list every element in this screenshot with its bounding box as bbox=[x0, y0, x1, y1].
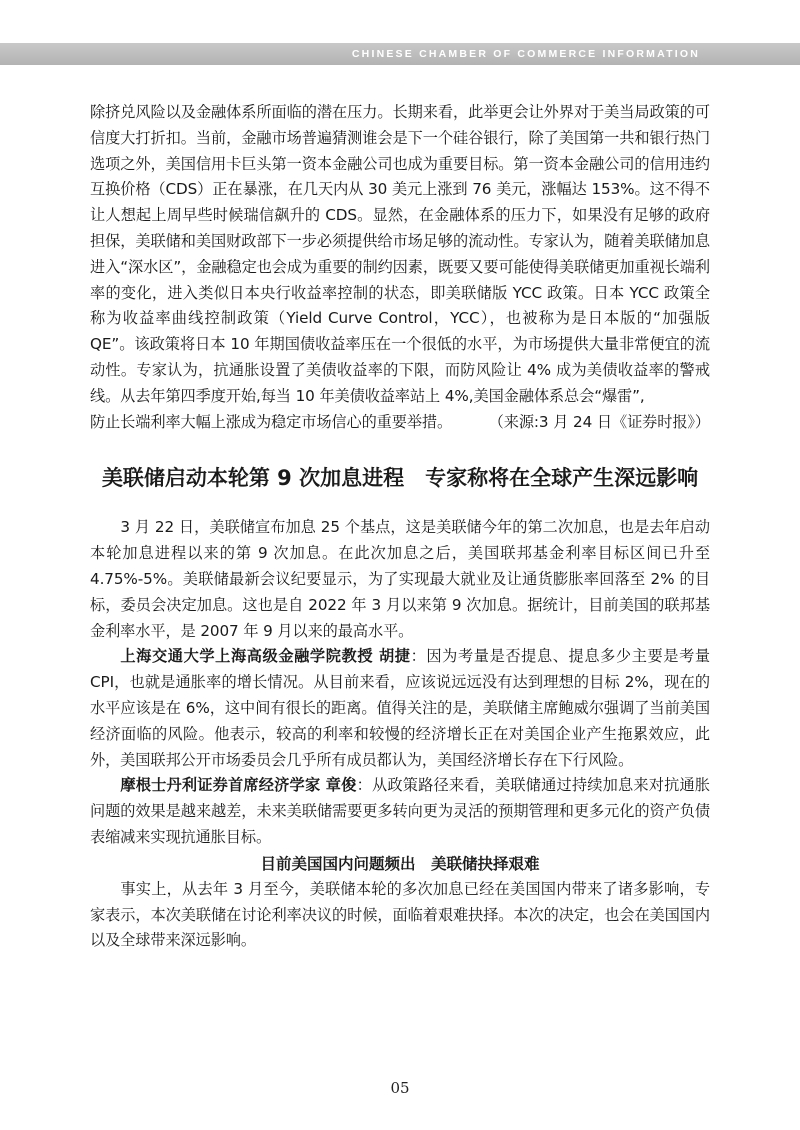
page-number: 05 bbox=[390, 1079, 410, 1097]
intro-source-line bbox=[90, 410, 710, 436]
quote-zhang-jun: ：从政策路径来看，美联储通过持续加息来对抗通胀问题的效果是越来越差，未来美联储需要更多转向更为灵活的预期管理和更多元化的资产负债表缩减来实现抗通胀目标。 bbox=[90, 776, 710, 846]
header-bar bbox=[0, 43, 800, 65]
section-paragraph-2 bbox=[90, 644, 710, 773]
sub-title-part2: 美联储抉择艰难 bbox=[431, 854, 540, 873]
section-title bbox=[90, 463, 710, 493]
header-title: CHINESE CHAMBER OF COMMERCE INFORMATION bbox=[351, 48, 700, 60]
speaker-hu-jie: 上海交通大学上海高级金融学院教授 胡捷 bbox=[120, 647, 411, 666]
sub-title-part1: 目前美国国内问题频出 bbox=[260, 854, 416, 873]
section-paragraph-3 bbox=[90, 773, 710, 850]
quote-hu-jie: ：因为考量是否提息、提息多少主要是考量 CPI，也就是通胀率的增长情况。从目前来看，应该说远远没有达到理想的目标 2%，现在的水平应该是在 6%，这中间有很长的距离。值得关注的是，美联储主席鲍威尔强调了当前美国经济面临的风险。他表示，较高的利率和较慢的经济增长正在对美国企业产生拖累效应，此外，美国联邦公开市场委员会几乎所有成员都认为，美国经济增长存在下行风险。 bbox=[90, 647, 710, 769]
source-citation: （来源:3 月 24 日《证券时报》） bbox=[488, 412, 710, 431]
speaker-zhang-jun: 摩根士丹利证券首席经济学家 章俊 bbox=[120, 776, 357, 795]
section-paragraph-4: 事实上，从去年 3 月至今，美联储本轮的多次加息已经在美国国内带来了诸多影响，专家表示，本次美联储在讨论利率决议的时候，面临着艰难抉择。本次的决定，也会在美国国内以及全球带来深远影响。 bbox=[90, 879, 710, 950]
intro-paragraph: 除挤兑风险以及金融体系所面临的潜在压力。长期来看，此举更会让外界对于美当局政策的可信度大打折扣。当前，金融市场普遍猜测谁会是下一个硅谷银行，除了美国第一共和银行热门选项之外，美国信用卡巨头第一资本金融公司也成为重要目标。第一资本金融公司的信用违约互换价格（CDS）正在暴涨，在几天内从 30 美元上涨到 76 美元，涨幅达 153%。这不得不让人想起上周早些时候瑞信飙升的 CDS。显然，在金融体系的压力下，如果没有足够的政府担保，美联储和美国财政部下一步必须提供给市场足够的流动性。专家认为，随着美联储加息进入“深水区”，金融稳定也会成为重要的制约因素，既要又要可能使得美联储更加重视长端利率的变化，进入类似日本央行收益率控制的状态，即美联储版 YCC 政策。日本 YCC 政策全称为收益率曲线控制政策（Yield Curve Control，YCC），也被称为是日本版的“加强版 QE”。该政策将日本 10 年期国债收益率压在一个很低的水平，为市场提供大量非常便宜的流动性。专家认为，抗通胀设置了美债收益率的下限，而防风险让 4% 成为美债收益率的警戒线。从去年第四季度开始,每当 10 年美债收益率站上 4%,美国金融体系总会“爆雷”, bbox=[90, 103, 710, 405]
sub-title bbox=[90, 851, 710, 877]
intro-last-line: 防止长端利率大幅上涨成为稳定市场信心的重要举措。 bbox=[90, 412, 453, 431]
section-title-part2: 专家称将在全球产生深远影响 bbox=[425, 466, 699, 491]
section-paragraph-1: 3 月 22 日，美联储宣布加息 25 个基点，这是美联储今年的第二次加息，也是去年启动本轮加息进程以来的第 9 次加息。在此次加息之后，美国联邦基金利率目标区间已升至 4.75%-5%。美联储最新会议纪要显示，为了实现最大就业及让通货膨胀率回落至 2% 的目标，委员会决定加息。这也是自 2022 年 3 月以来第 9 次加息。据统计，目前美国的联邦基金利率水平，是 2007 年 9 月以来的最高水平。 bbox=[90, 518, 710, 640]
section-title-part1: 美联储启动本轮第 9 次加息进程 bbox=[101, 466, 405, 491]
article-content bbox=[90, 100, 710, 954]
